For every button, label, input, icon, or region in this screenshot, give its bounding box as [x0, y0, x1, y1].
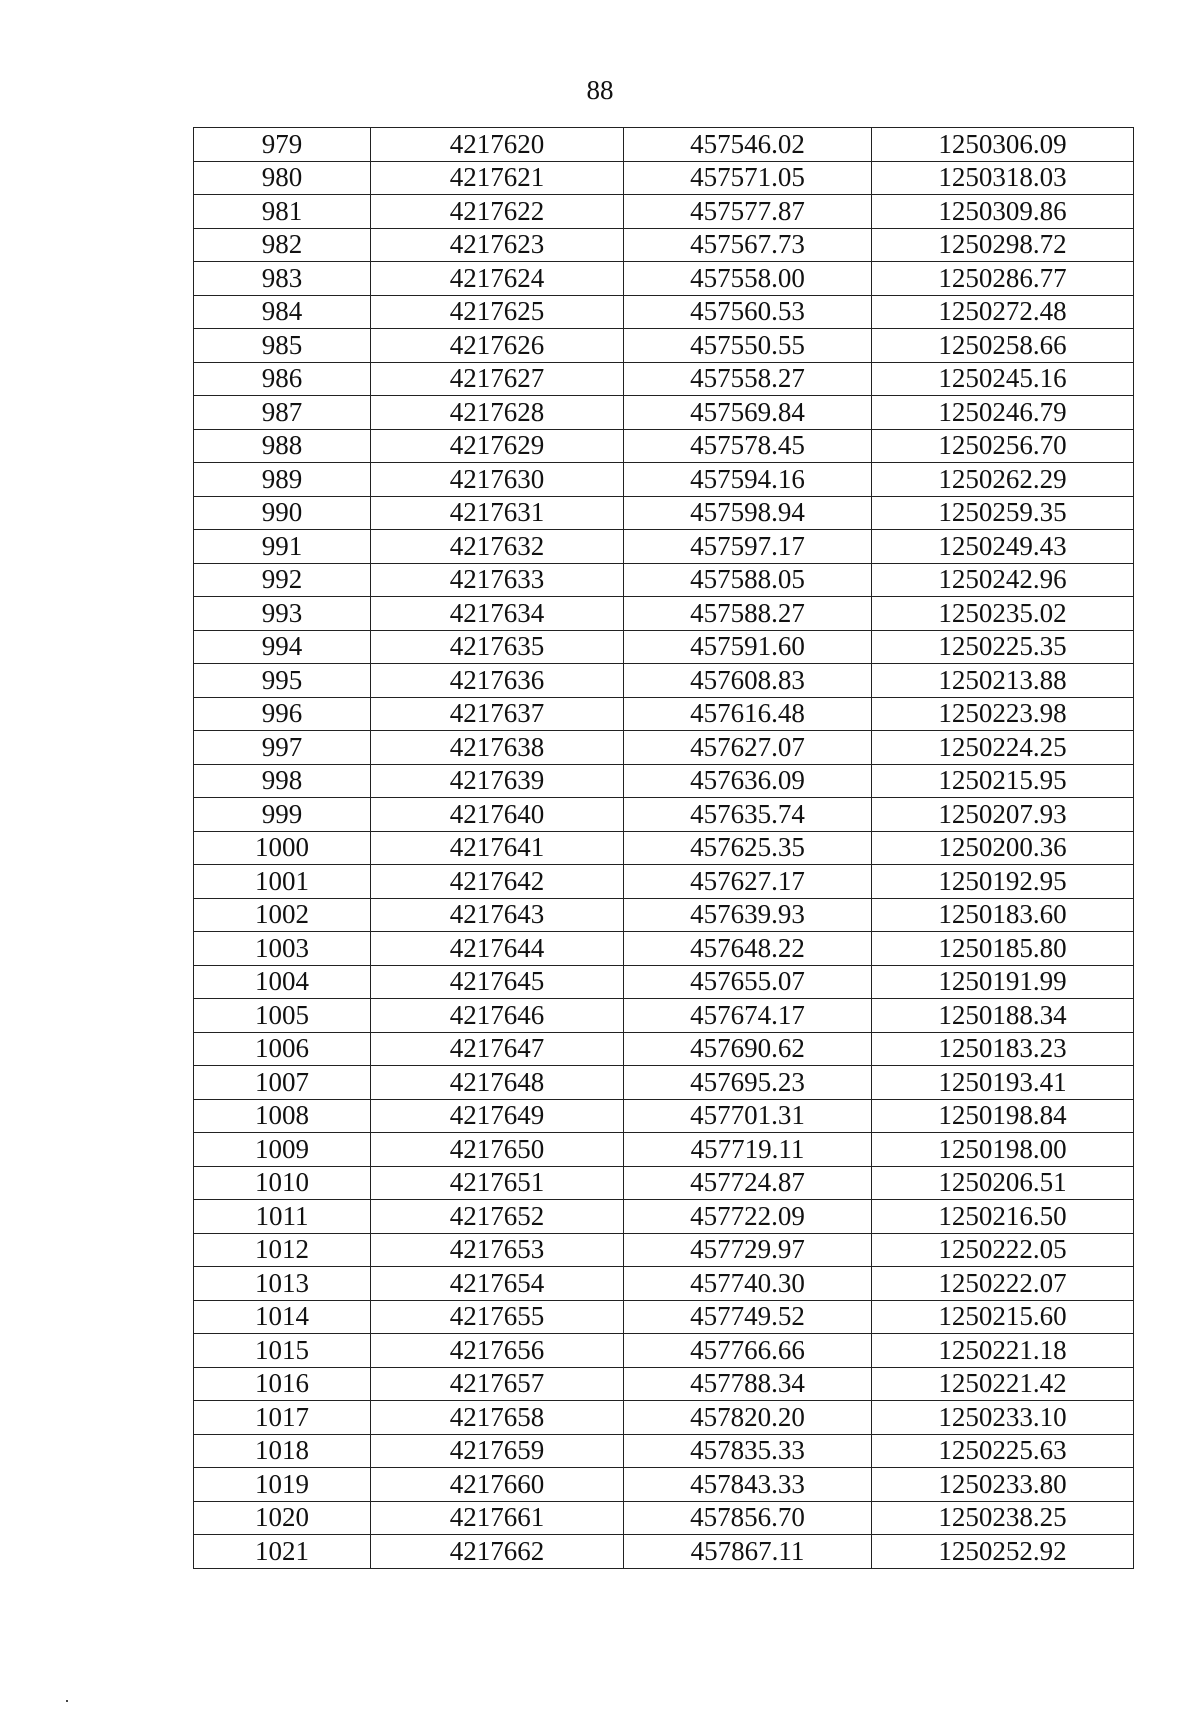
point-number-cell: 1000	[194, 831, 371, 865]
point-id-cell: 4217658	[371, 1401, 624, 1435]
x-coordinate-cell: 457558.27	[624, 362, 872, 396]
x-coordinate-cell: 457701.31	[624, 1099, 872, 1133]
point-number-cell: 990	[194, 496, 371, 530]
point-id-cell: 4217648	[371, 1066, 624, 1100]
point-id-cell: 4217631	[371, 496, 624, 530]
table-row	[194, 1468, 1134, 1502]
y-coordinate-cell: 1250215.60	[872, 1300, 1134, 1334]
y-coordinate-cell: 1250252.92	[872, 1535, 1134, 1569]
y-coordinate-cell: 1250185.80	[872, 932, 1134, 966]
table-row	[194, 1434, 1134, 1468]
point-id-cell: 4217634	[371, 597, 624, 631]
y-coordinate-cell: 1250235.02	[872, 597, 1134, 631]
x-coordinate-cell: 457690.62	[624, 1032, 872, 1066]
table-row	[194, 798, 1134, 832]
x-coordinate-cell: 457835.33	[624, 1434, 872, 1468]
point-id-cell: 4217627	[371, 362, 624, 396]
point-number-cell: 998	[194, 764, 371, 798]
y-coordinate-cell: 1250272.48	[872, 295, 1134, 329]
table-row	[194, 1099, 1134, 1133]
table-row	[194, 362, 1134, 396]
x-coordinate-cell: 457729.97	[624, 1233, 872, 1267]
point-number-cell: 1005	[194, 999, 371, 1033]
table-row	[194, 195, 1134, 229]
point-number-cell: 997	[194, 731, 371, 765]
table-row	[194, 898, 1134, 932]
x-coordinate-cell: 457635.74	[624, 798, 872, 832]
table-row	[194, 295, 1134, 329]
y-coordinate-cell: 1250233.10	[872, 1401, 1134, 1435]
point-number-cell: 988	[194, 429, 371, 463]
point-number-cell: 1019	[194, 1468, 371, 1502]
table-row	[194, 563, 1134, 597]
x-coordinate-cell: 457766.66	[624, 1334, 872, 1368]
y-coordinate-cell: 1250188.34	[872, 999, 1134, 1033]
scan-speck	[66, 1700, 68, 1702]
point-id-cell: 4217643	[371, 898, 624, 932]
y-coordinate-cell: 1250259.35	[872, 496, 1134, 530]
point-id-cell: 4217638	[371, 731, 624, 765]
x-coordinate-cell: 457843.33	[624, 1468, 872, 1502]
point-number-cell: 984	[194, 295, 371, 329]
point-id-cell: 4217649	[371, 1099, 624, 1133]
y-coordinate-cell: 1250222.05	[872, 1233, 1134, 1267]
table-row	[194, 999, 1134, 1033]
table-row	[194, 764, 1134, 798]
x-coordinate-cell: 457856.70	[624, 1501, 872, 1535]
x-coordinate-cell: 457588.05	[624, 563, 872, 597]
table-row	[194, 1133, 1134, 1167]
coordinates-table-body	[194, 128, 1134, 1569]
point-id-cell: 4217657	[371, 1367, 624, 1401]
table-row	[194, 396, 1134, 430]
y-coordinate-cell: 1250222.07	[872, 1267, 1134, 1301]
table-row	[194, 1300, 1134, 1334]
y-coordinate-cell: 1250249.43	[872, 530, 1134, 564]
x-coordinate-cell: 457674.17	[624, 999, 872, 1033]
point-id-cell: 4217635	[371, 630, 624, 664]
point-id-cell: 4217630	[371, 463, 624, 497]
point-number-cell: 1008	[194, 1099, 371, 1133]
table-row	[194, 463, 1134, 497]
point-number-cell: 1016	[194, 1367, 371, 1401]
point-number-cell: 994	[194, 630, 371, 664]
y-coordinate-cell: 1250193.41	[872, 1066, 1134, 1100]
y-coordinate-cell: 1250207.93	[872, 798, 1134, 832]
point-number-cell: 986	[194, 362, 371, 396]
x-coordinate-cell: 457588.27	[624, 597, 872, 631]
point-id-cell: 4217642	[371, 865, 624, 899]
x-coordinate-cell: 457608.83	[624, 664, 872, 698]
x-coordinate-cell: 457591.60	[624, 630, 872, 664]
table-row	[194, 329, 1134, 363]
point-id-cell: 4217621	[371, 161, 624, 195]
x-coordinate-cell: 457550.55	[624, 329, 872, 363]
x-coordinate-cell: 457578.45	[624, 429, 872, 463]
table-row	[194, 1367, 1134, 1401]
coordinates-table	[193, 127, 1134, 1569]
y-coordinate-cell: 1250213.88	[872, 664, 1134, 698]
point-number-cell: 1010	[194, 1166, 371, 1200]
table-row	[194, 664, 1134, 698]
table-row	[194, 932, 1134, 966]
point-id-cell: 4217652	[371, 1200, 624, 1234]
y-coordinate-cell: 1250225.35	[872, 630, 1134, 664]
x-coordinate-cell: 457598.94	[624, 496, 872, 530]
point-id-cell: 4217659	[371, 1434, 624, 1468]
x-coordinate-cell: 457636.09	[624, 764, 872, 798]
x-coordinate-cell: 457695.23	[624, 1066, 872, 1100]
x-coordinate-cell: 457724.87	[624, 1166, 872, 1200]
point-number-cell: 993	[194, 597, 371, 631]
point-number-cell: 1011	[194, 1200, 371, 1234]
x-coordinate-cell: 457722.09	[624, 1200, 872, 1234]
point-number-cell: 1004	[194, 965, 371, 999]
y-coordinate-cell: 1250256.70	[872, 429, 1134, 463]
point-number-cell: 981	[194, 195, 371, 229]
point-id-cell: 4217624	[371, 262, 624, 296]
y-coordinate-cell: 1250246.79	[872, 396, 1134, 430]
x-coordinate-cell: 457740.30	[624, 1267, 872, 1301]
point-number-cell: 991	[194, 530, 371, 564]
table-row	[194, 530, 1134, 564]
y-coordinate-cell: 1250221.42	[872, 1367, 1134, 1401]
point-id-cell: 4217626	[371, 329, 624, 363]
table-row	[194, 831, 1134, 865]
y-coordinate-cell: 1250225.63	[872, 1434, 1134, 1468]
y-coordinate-cell: 1250238.25	[872, 1501, 1134, 1535]
point-number-cell: 1012	[194, 1233, 371, 1267]
y-coordinate-cell: 1250191.99	[872, 965, 1134, 999]
table-row	[194, 161, 1134, 195]
point-id-cell: 4217636	[371, 664, 624, 698]
point-id-cell: 4217628	[371, 396, 624, 430]
point-id-cell: 4217656	[371, 1334, 624, 1368]
x-coordinate-cell: 457719.11	[624, 1133, 872, 1167]
point-id-cell: 4217640	[371, 798, 624, 832]
page-number: 88	[586, 75, 614, 105]
point-id-cell: 4217647	[371, 1032, 624, 1066]
point-number-cell: 1006	[194, 1032, 371, 1066]
point-id-cell: 4217661	[371, 1501, 624, 1535]
point-id-cell: 4217644	[371, 932, 624, 966]
x-coordinate-cell: 457616.48	[624, 697, 872, 731]
point-number-cell: 1007	[194, 1066, 371, 1100]
point-number-cell: 982	[194, 228, 371, 262]
table-row	[194, 965, 1134, 999]
table-row	[194, 1535, 1134, 1569]
point-number-cell: 992	[194, 563, 371, 597]
point-number-cell: 1015	[194, 1334, 371, 1368]
y-coordinate-cell: 1250233.80	[872, 1468, 1134, 1502]
x-coordinate-cell: 457627.17	[624, 865, 872, 899]
x-coordinate-cell: 457594.16	[624, 463, 872, 497]
y-coordinate-cell: 1250192.95	[872, 865, 1134, 899]
y-coordinate-cell: 1250242.96	[872, 563, 1134, 597]
y-coordinate-cell: 1250215.95	[872, 764, 1134, 798]
y-coordinate-cell: 1250258.66	[872, 329, 1134, 363]
x-coordinate-cell: 457820.20	[624, 1401, 872, 1435]
table-row	[194, 731, 1134, 765]
point-id-cell: 4217655	[371, 1300, 624, 1334]
y-coordinate-cell: 1250306.09	[872, 128, 1134, 162]
y-coordinate-cell: 1250183.23	[872, 1032, 1134, 1066]
y-coordinate-cell: 1250200.36	[872, 831, 1134, 865]
point-id-cell: 4217646	[371, 999, 624, 1033]
table-row	[194, 1200, 1134, 1234]
point-id-cell: 4217622	[371, 195, 624, 229]
point-id-cell: 4217629	[371, 429, 624, 463]
point-id-cell: 4217637	[371, 697, 624, 731]
point-id-cell: 4217662	[371, 1535, 624, 1569]
point-number-cell: 979	[194, 128, 371, 162]
point-number-cell: 1003	[194, 932, 371, 966]
point-number-cell: 1001	[194, 865, 371, 899]
point-id-cell: 4217633	[371, 563, 624, 597]
point-number-cell: 1009	[194, 1133, 371, 1167]
point-id-cell: 4217639	[371, 764, 624, 798]
table-row	[194, 1166, 1134, 1200]
x-coordinate-cell: 457560.53	[624, 295, 872, 329]
table-row	[194, 429, 1134, 463]
point-number-cell: 1021	[194, 1535, 371, 1569]
table-row	[194, 228, 1134, 262]
y-coordinate-cell: 1250286.77	[872, 262, 1134, 296]
table-row	[194, 496, 1134, 530]
table-row	[194, 865, 1134, 899]
y-coordinate-cell: 1250262.29	[872, 463, 1134, 497]
point-number-cell: 1018	[194, 1434, 371, 1468]
x-coordinate-cell: 457788.34	[624, 1367, 872, 1401]
y-coordinate-cell: 1250318.03	[872, 161, 1134, 195]
y-coordinate-cell: 1250223.98	[872, 697, 1134, 731]
point-id-cell: 4217651	[371, 1166, 624, 1200]
point-number-cell: 985	[194, 329, 371, 363]
table-row	[194, 262, 1134, 296]
x-coordinate-cell: 457625.35	[624, 831, 872, 865]
y-coordinate-cell: 1250216.50	[872, 1200, 1134, 1234]
table-row	[194, 1066, 1134, 1100]
point-id-cell: 4217641	[371, 831, 624, 865]
x-coordinate-cell: 457558.00	[624, 262, 872, 296]
x-coordinate-cell: 457546.02	[624, 128, 872, 162]
point-id-cell: 4217620	[371, 128, 624, 162]
x-coordinate-cell: 457569.84	[624, 396, 872, 430]
point-id-cell: 4217650	[371, 1133, 624, 1167]
table-row	[194, 1032, 1134, 1066]
y-coordinate-cell: 1250206.51	[872, 1166, 1134, 1200]
point-id-cell: 4217653	[371, 1233, 624, 1267]
point-number-cell: 1014	[194, 1300, 371, 1334]
point-number-cell: 980	[194, 161, 371, 195]
point-id-cell: 4217625	[371, 295, 624, 329]
point-number-cell: 996	[194, 697, 371, 731]
table-row	[194, 1401, 1134, 1435]
y-coordinate-cell: 1250309.86	[872, 195, 1134, 229]
table-row	[194, 1334, 1134, 1368]
point-number-cell: 1020	[194, 1501, 371, 1535]
table-row	[194, 597, 1134, 631]
x-coordinate-cell: 457571.05	[624, 161, 872, 195]
point-number-cell: 983	[194, 262, 371, 296]
y-coordinate-cell: 1250224.25	[872, 731, 1134, 765]
point-id-cell: 4217632	[371, 530, 624, 564]
x-coordinate-cell: 457597.17	[624, 530, 872, 564]
y-coordinate-cell: 1250245.16	[872, 362, 1134, 396]
x-coordinate-cell: 457567.73	[624, 228, 872, 262]
point-id-cell: 4217660	[371, 1468, 624, 1502]
y-coordinate-cell: 1250198.84	[872, 1099, 1134, 1133]
x-coordinate-cell: 457655.07	[624, 965, 872, 999]
point-id-cell: 4217654	[371, 1267, 624, 1301]
y-coordinate-cell: 1250298.72	[872, 228, 1134, 262]
point-number-cell: 989	[194, 463, 371, 497]
x-coordinate-cell: 457577.87	[624, 195, 872, 229]
y-coordinate-cell: 1250183.60	[872, 898, 1134, 932]
point-number-cell: 1002	[194, 898, 371, 932]
point-number-cell: 1017	[194, 1401, 371, 1435]
x-coordinate-cell: 457867.11	[624, 1535, 872, 1569]
table-row	[194, 1233, 1134, 1267]
point-number-cell: 987	[194, 396, 371, 430]
x-coordinate-cell: 457627.07	[624, 731, 872, 765]
point-number-cell: 999	[194, 798, 371, 832]
x-coordinate-cell: 457749.52	[624, 1300, 872, 1334]
table-row	[194, 1501, 1134, 1535]
table-row	[194, 1267, 1134, 1301]
y-coordinate-cell: 1250221.18	[872, 1334, 1134, 1368]
table-row	[194, 128, 1134, 162]
x-coordinate-cell: 457648.22	[624, 932, 872, 966]
point-id-cell: 4217623	[371, 228, 624, 262]
y-coordinate-cell: 1250198.00	[872, 1133, 1134, 1167]
point-id-cell: 4217645	[371, 965, 624, 999]
point-number-cell: 1013	[194, 1267, 371, 1301]
point-number-cell: 995	[194, 664, 371, 698]
table-row	[194, 697, 1134, 731]
table-row	[194, 630, 1134, 664]
x-coordinate-cell: 457639.93	[624, 898, 872, 932]
